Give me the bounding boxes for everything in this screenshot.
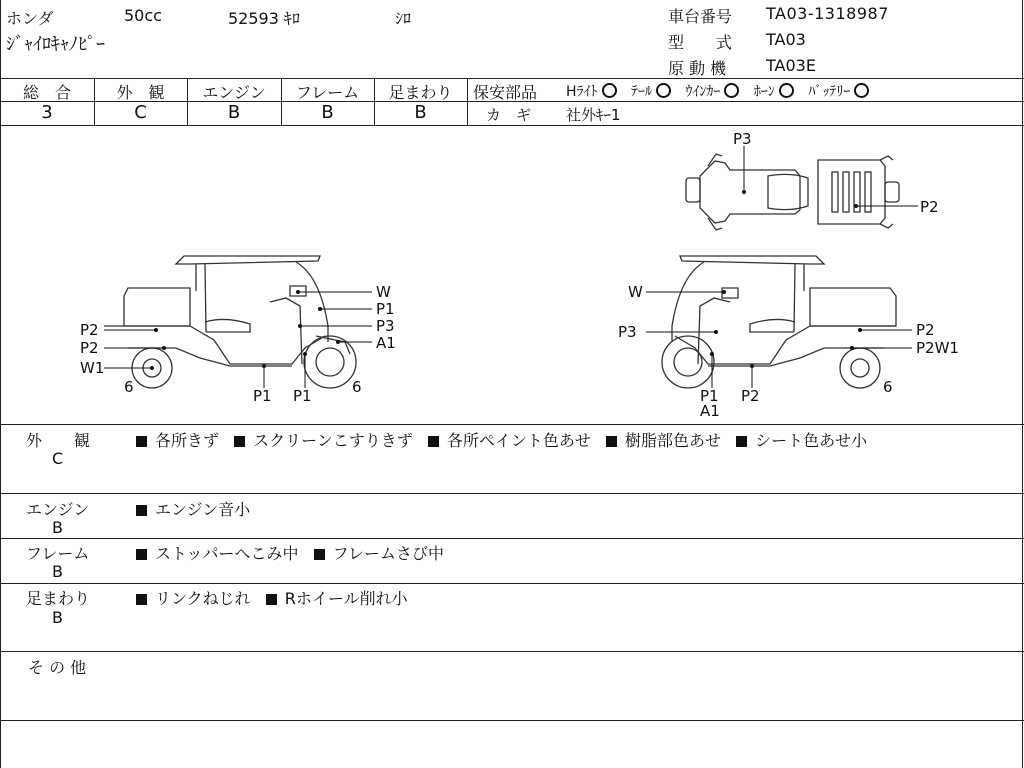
left-label-p2-lower: P2 (80, 339, 99, 357)
left-label-p3: P3 (376, 317, 395, 335)
right-label-p2w1: P2W1 (916, 339, 959, 357)
safety-item-horn: ﾎｰﾝ (753, 84, 775, 100)
maker: ホンダ (6, 9, 54, 28)
scooter-top-view (686, 154, 899, 230)
right-label-p2-step: P2 (741, 387, 760, 405)
bullet-square-icon (428, 436, 439, 447)
bullet-square-icon (136, 505, 147, 516)
bullet-square-icon (136, 436, 147, 447)
safety-item-headlight: Hﾗｲﾄ (566, 84, 598, 100)
remark-item: Rホイール削れ小 (284, 589, 408, 608)
right-view-leaders (618, 283, 959, 420)
remark-engine-items (136, 497, 260, 520)
right-label-a1: A1 (700, 402, 720, 420)
key-value: 社外ｷｰ1 (566, 106, 621, 124)
remark-item: エンジン音小 (155, 500, 251, 519)
remark-exterior-items (136, 428, 877, 451)
top-label-p3: P3 (733, 130, 752, 148)
body-color: ｼﾛ (395, 9, 412, 28)
right-label-w: W (628, 283, 643, 301)
damage-diagram (0, 126, 1022, 423)
chassis-number-value: TA03-1318987 (766, 4, 889, 23)
left-label-w1: W1 (80, 359, 105, 377)
safety-parts-list (566, 81, 879, 101)
grade-overall-label: 総 合 (22, 83, 71, 102)
remark-exterior-label: 外 観 (26, 431, 91, 450)
right-label-rear-tire: 6 (883, 378, 893, 396)
chassis-number-label: 車台番号 (668, 7, 733, 26)
remark-item: スクリーンこすりきず (253, 431, 413, 450)
safety-item-battery: ﾊﾞｯﾃﾘｰ (808, 84, 851, 100)
type-value: TA03 (766, 30, 806, 49)
safety-parts-label: 保安部品 (473, 83, 538, 102)
left-label-w: W (376, 283, 391, 301)
grade-overall-value: 3 (41, 102, 53, 123)
remark-suspension-label: 足まわり (26, 589, 91, 608)
grade-suspension-label: 足まわり (388, 83, 453, 102)
remark-item: 各所きず (155, 431, 220, 450)
ok-circle-icon (656, 83, 671, 98)
remark-suspension-items (136, 586, 418, 609)
remark-suspension-grade: B (52, 608, 63, 627)
left-label-front-tire: 6 (352, 378, 362, 396)
ok-circle-icon (602, 83, 617, 98)
left-label-p1-step: P1 (253, 387, 272, 405)
left-label-p1-front: P1 (293, 387, 312, 405)
top-label-p2: P2 (920, 198, 939, 216)
other-label: そ の 他 (28, 658, 87, 677)
remark-item: ストッパーへこみ中 (155, 544, 299, 563)
grade-exterior-label: 外 観 (116, 83, 165, 102)
bullet-square-icon (136, 594, 147, 605)
safety-item-tail: ﾃｰﾙ (630, 84, 652, 100)
bullet-square-icon (266, 594, 277, 605)
top-view-leaders (733, 130, 939, 216)
right-label-p1: P1 (700, 387, 719, 405)
remark-frame-items (136, 541, 454, 564)
bullet-square-icon (234, 436, 245, 447)
remark-frame-grade: B (52, 562, 63, 581)
key-label: カ ギ (486, 106, 532, 124)
grade-frame-value: B (321, 102, 334, 123)
remark-frame-label: フレーム (26, 544, 90, 563)
grade-suspension-value: B (414, 102, 427, 123)
left-label-p1: P1 (376, 300, 395, 318)
right-label-p2: P2 (916, 321, 935, 339)
ok-circle-icon (779, 83, 794, 98)
left-label-p2-upper: P2 (80, 321, 99, 339)
engine-model-label: 原 動 機 (668, 59, 727, 78)
remark-item: シート色あせ小 (755, 431, 868, 450)
model-name: ｼﾞｬｲﾛｷｬﾉﾋﾟｰ (6, 34, 105, 55)
left-label-a1: A1 (376, 334, 396, 352)
remark-item: 各所ペイント色あせ (446, 431, 591, 450)
engine-model-value: TA03E (766, 56, 816, 75)
ok-circle-icon (724, 83, 739, 98)
grade-engine-value: B (227, 102, 241, 123)
mileage: 52593 ｷﾛ (228, 9, 300, 28)
remark-exterior-grade: C (52, 449, 64, 468)
left-label-rear-tire: 6 (124, 378, 134, 396)
right-label-p3: P3 (618, 323, 637, 341)
grade-exterior-value: C (134, 102, 147, 123)
remark-item: リンクねじれ (155, 589, 251, 608)
displacement: 50cc (124, 6, 162, 25)
scooter-right-view (662, 256, 896, 388)
remark-item: 樹脂部色あせ (625, 431, 722, 450)
bullet-square-icon (736, 436, 747, 447)
remark-engine-label: エンジン (26, 500, 90, 519)
ok-circle-icon (854, 83, 869, 98)
safety-item-winker: ｳｲﾝｶｰ (685, 84, 721, 100)
remark-item: フレームさび中 (332, 544, 444, 563)
remark-engine-grade: B (52, 518, 63, 537)
type-label: 型 式 (668, 33, 733, 52)
bullet-square-icon (314, 549, 325, 560)
grade-frame-label: フレーム (295, 83, 360, 102)
bullet-square-icon (136, 549, 147, 560)
bullet-square-icon (606, 436, 617, 447)
grade-engine-label: エンジン (202, 83, 266, 102)
